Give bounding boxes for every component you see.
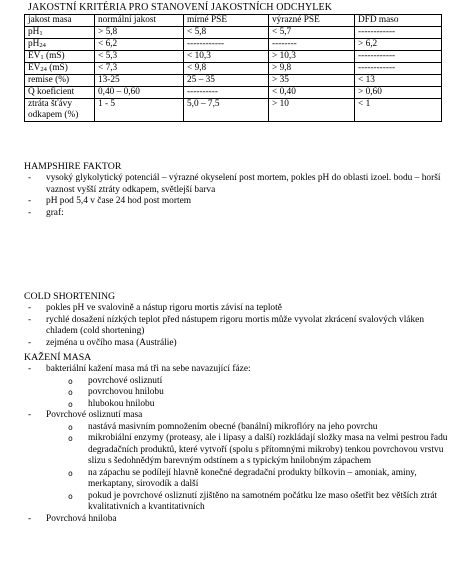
sub-list-item xyxy=(46,468,457,491)
row-label xyxy=(25,27,95,39)
list-item: - zejména u ovčího masa (Austrálie) xyxy=(0,338,473,350)
table-cell: ------------ xyxy=(355,51,442,63)
row-label xyxy=(25,51,95,63)
table-cell: ------------ xyxy=(355,27,442,39)
row-label-text: ztráta šťávy odkapem (%) xyxy=(28,99,79,120)
cold-shortening-list xyxy=(0,303,473,349)
list-item xyxy=(0,514,473,526)
row-label-unit: (mS) xyxy=(43,51,65,61)
sub-list-item xyxy=(46,433,457,468)
sub-list-item-text: povrchové osliznutí xyxy=(88,375,163,386)
sub-list-item-text: hlubokou hnilobu xyxy=(88,398,155,409)
row-label-text: jakost masa xyxy=(28,15,72,25)
column-header: DFD maso xyxy=(355,15,442,27)
sub-list-item xyxy=(46,387,457,399)
list-item-text: Povrchová hniloba xyxy=(46,513,117,524)
row-label-text: pH xyxy=(28,39,40,49)
table-cell: > 9,8 xyxy=(269,63,355,75)
table-cell: > 5,8 xyxy=(95,27,184,39)
sub-list-item xyxy=(46,491,457,514)
table-cell: > 0,60 xyxy=(355,87,442,99)
circle-bullet-icon: o xyxy=(68,468,73,478)
table-row xyxy=(25,27,442,39)
table-cell: -------- xyxy=(269,39,355,51)
circle-bullet-icon: o xyxy=(68,422,73,432)
row-label xyxy=(25,99,95,122)
sub-list xyxy=(46,376,457,411)
list-item: - pH pod 5,4 v čase 24 hod post mortem xyxy=(0,196,473,208)
list-item-text: Povrchové osliznutí masa xyxy=(46,410,143,420)
sub-list-item-text: na zápachu se podílejí hlavně konečné degradační produkty bílkovin – amoniak, aminy, merkaptany, sirovodík a další xyxy=(88,467,417,489)
sub-list-item xyxy=(46,422,457,434)
row-label xyxy=(25,63,95,75)
row-label-text: EV xyxy=(28,51,41,61)
row-label-subscript: 24 xyxy=(40,66,47,73)
table-cell: > 10,3 xyxy=(269,51,355,63)
quality-criteria-table xyxy=(24,14,442,122)
circle-bullet-icon: o xyxy=(68,434,73,443)
table-row xyxy=(25,63,442,75)
hampshire-heading: HAMPSHIRE FAKTOR xyxy=(24,161,122,172)
sub-list-item-text: pokud je povrchové osliznutí zjištěno na samotném počátku lze maso ošetřit bez větších ztrát kvalitativních a kvantitativních xyxy=(88,490,438,512)
circle-bullet-icon: o xyxy=(68,491,73,501)
spoilage-heading: KAŽENÍ MASA xyxy=(24,352,92,363)
table-row xyxy=(25,51,442,63)
circle-bullet-icon: o xyxy=(68,399,73,409)
table-row xyxy=(25,75,442,87)
table-cell: < 6,2 xyxy=(95,39,184,51)
table-cell: ---------- xyxy=(184,87,269,99)
row-label-text: pH xyxy=(28,27,40,37)
column-header: výrazné PSE xyxy=(269,15,355,27)
circle-bullet-icon: o xyxy=(68,376,73,386)
circle-bullet-icon: o xyxy=(68,388,73,397)
table-row xyxy=(25,87,442,99)
table-cell: < 5,7 xyxy=(269,27,355,39)
list-item xyxy=(0,410,473,514)
table-cell: < 0,40 xyxy=(269,87,355,99)
table-cell: ------------ xyxy=(184,39,269,51)
column-header: mírné PSE xyxy=(184,15,269,27)
table-row xyxy=(25,39,442,51)
row-label-subscript: 24 xyxy=(39,42,46,49)
table-cell: < 13 xyxy=(355,75,442,87)
table-cell: > 10 xyxy=(269,99,355,122)
hampshire-list xyxy=(0,173,473,219)
table-cell: < 10,3 xyxy=(184,51,269,63)
list-item: - rychlé dosažení nízkých teplot před nástupem rigoru mortis může vyvolat zkrácení svalových vláken chladem (cold shortening) xyxy=(0,315,473,338)
list-item xyxy=(0,364,473,410)
row-label xyxy=(25,87,95,99)
table-cell: < 5,8 xyxy=(184,27,269,39)
row-label-text: EV xyxy=(28,63,41,73)
sub-list-item-text: nastává masivním pomnožením obecné (banální) mikroflóry na jeho povrchu xyxy=(88,421,378,432)
table-cell: < 9,8 xyxy=(184,63,269,75)
row-label-text: remise (%) xyxy=(28,75,70,85)
row-label-subscript: 1 xyxy=(40,54,44,61)
list-item: - graf: xyxy=(0,208,473,220)
table-cell: > 6,2 xyxy=(355,39,442,51)
sub-list-item-text: povrchovou hnilobu xyxy=(88,387,164,397)
row-label-subscript: 1 xyxy=(39,30,43,37)
table-cell: 1 - 5 xyxy=(95,99,184,122)
sub-list-item xyxy=(46,399,457,411)
table-cell: 13-25 xyxy=(95,75,184,87)
table-cell: 25 – 35 xyxy=(184,75,269,87)
table-header-row xyxy=(25,15,442,27)
row-label-text: Q koeficient xyxy=(28,87,75,97)
row-label xyxy=(25,39,95,51)
sub-list xyxy=(46,422,457,514)
cold-shortening-heading: COLD SHORTENING xyxy=(24,291,116,302)
list-item: - vysoký glykolytický potenciál – výrazné okyselení post mortem, pokles pH do oblasti izoel. bodu – horší vaznost vyšší ztráty odkapem, světlejší barva xyxy=(0,173,473,196)
table-cell: > 35 xyxy=(269,75,355,87)
table-cell: < 7,3 xyxy=(95,63,184,75)
table-cell: 5,0 – 7,5 xyxy=(184,99,269,122)
list-item-text: bakteriální kažení masa má tři na sebe navazující fáze: xyxy=(46,364,251,374)
table-row xyxy=(25,99,442,122)
row-label-unit: (mS) xyxy=(46,63,68,73)
spoilage-list xyxy=(0,364,473,525)
table-cell: 0,40 – 0,60 xyxy=(95,87,184,99)
table-title: JAKOSTNÍ KRITÉRIA PRO STANOVENÍ JAKOSTNÍCH ODCHYLEK xyxy=(28,2,333,13)
column-header: normální jakost xyxy=(95,15,184,27)
table-cell: ------------ xyxy=(355,63,442,75)
sub-list-item xyxy=(46,376,457,388)
sub-list-item-text: mikrobiální enzymy (proteasy, ale i lipasy a další) rozkládají složky masa na velmi pestrou řadu degradačních produktů, které vytvoří (spolu s přítomnými mikroby) tenkou povrchovou vrstvu slizu s šedohnědým barevným odstínem a s typickým hnilobným zápachem xyxy=(88,433,448,466)
row-label xyxy=(25,15,95,27)
table-cell: < 1 xyxy=(355,99,442,122)
row-label xyxy=(25,75,95,87)
list-item: - pokles pH ve svalovině a nástup rigoru mortis závisí na teplotě xyxy=(0,303,473,315)
table-cell: < 5,3 xyxy=(95,51,184,63)
